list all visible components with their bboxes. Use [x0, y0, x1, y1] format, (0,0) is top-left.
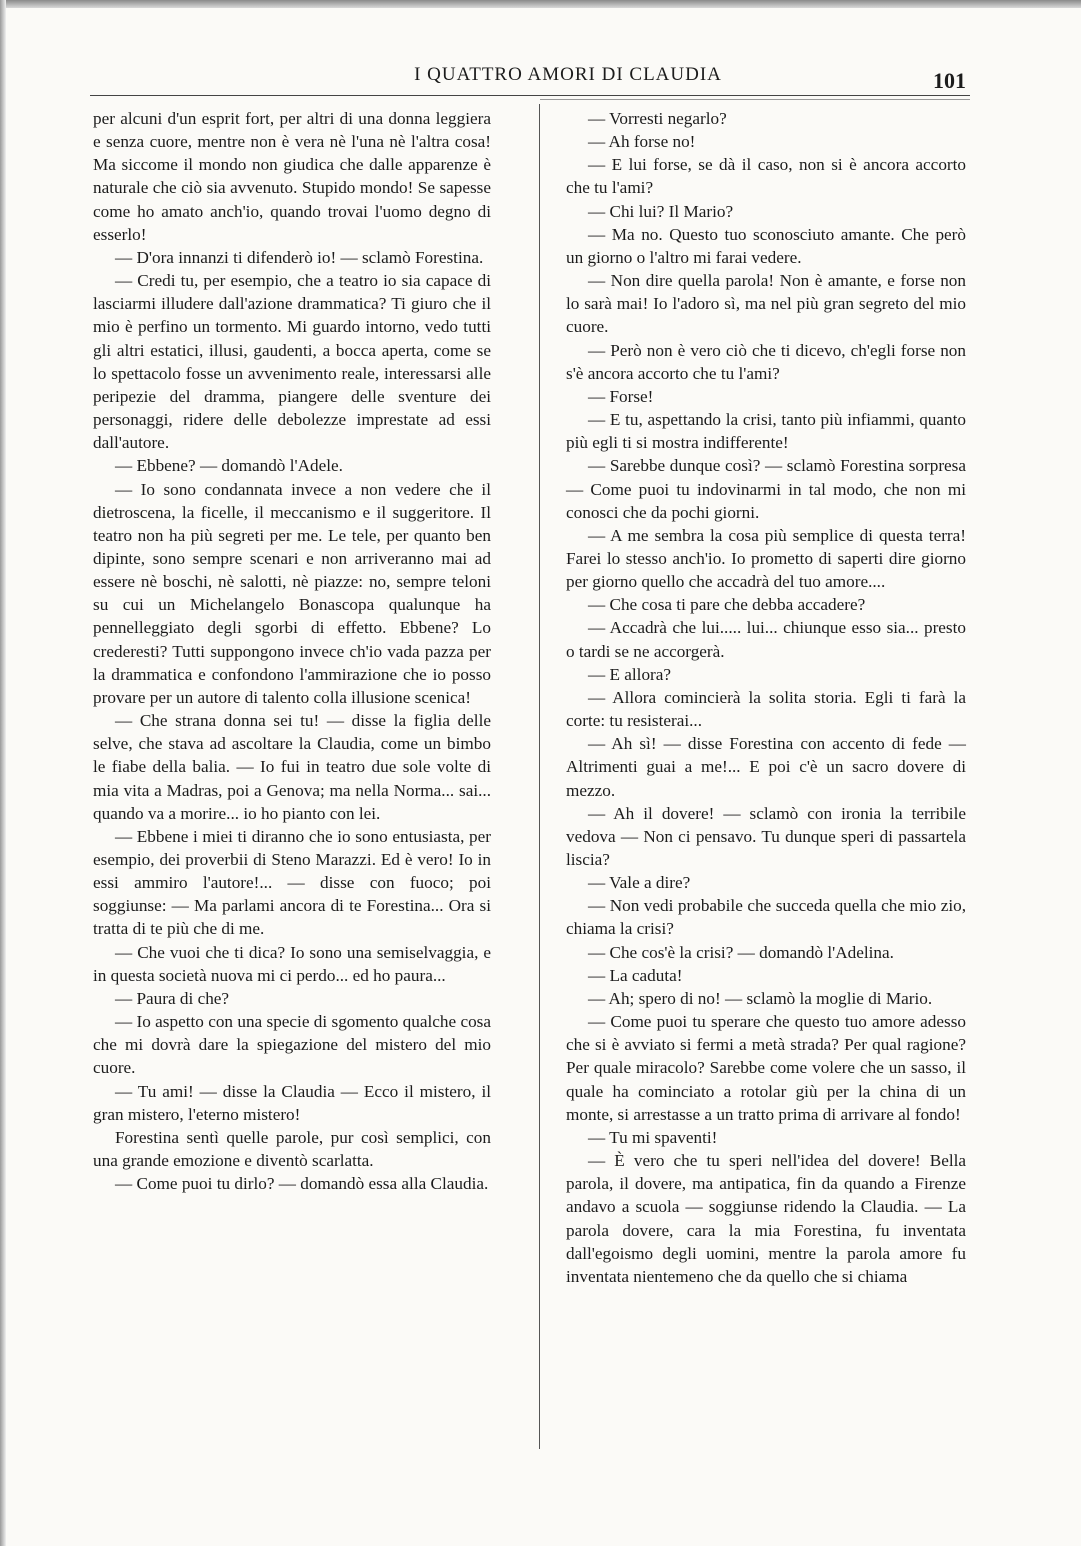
- paragraph: — E lui forse, se dà il caso, non si è ancora accorto che tu l'ami?: [566, 155, 966, 198]
- page-header: [90, 64, 970, 94]
- paragraph: — Che cosa ti pare che debba accadere?: [588, 595, 866, 615]
- paragraph: — Tu mi spaventi!: [588, 1127, 718, 1147]
- paragraph: — D'ora innanzi ti difenderò io! — sclamò Forestina.: [115, 247, 484, 267]
- right-column: [566, 107, 966, 1288]
- paragraph: — Vorresti negarlo?: [588, 109, 727, 128]
- paragraph: — Paura di che?: [115, 988, 230, 1008]
- paragraph: — Ebbene i miei ti diranno che io sono entusiasta, per esempio, dei proverbii di Steno Marazzi. Ed è vero! Io in essi ammiro l'autore!... — disse con fuoco; poi soggiunse: — Ma parlami ancora di te Forestina... Ora si tratta di te più che di me.: [93, 826, 491, 939]
- paragraph: — Ma no. Questo tuo sconosciuto amante. Che però un giorno o l'altro mi farai vedere.: [566, 224, 966, 267]
- paragraph: — Non vedi probabile che succeda quella che mio zio, chiama la crisi?: [566, 896, 966, 939]
- paragraph: — Accadrà che lui..... lui... chiunque esso sia... presto o tardi se ne accorgerà.: [566, 618, 966, 661]
- paragraph: Forestina sentì quelle parole, pur così semplici, con una grande emozione e diventò scarlatta.: [93, 1127, 491, 1171]
- paragraph: — Sarebbe dunque così? — sclamò Forestina sorpresa — Come puoi tu indovinarmi in tal modo, che non mi conosci che da pochi giorni.: [566, 456, 966, 522]
- paragraph: — La caduta!: [588, 965, 683, 985]
- page-number: 101: [933, 68, 966, 93]
- paragraph: — Che strana donna sei tu! — disse la figlia delle selve, che stava ad ascoltare la Claudia, come un bimbo le fiabe della balia. — Io fui in teatro due sole volte di mia vita a Madras, poi a Genova; ma nella Norma... sai... quando va a morire... io ho pianto con lei.: [93, 711, 491, 823]
- paragraph: — È vero che tu speri nell'idea del dovere! Bella parola, il dovere, ma antipatica, fin da quando a Firenze andavo a scuola — soggiunse ridendo la Claudia. — La parola dovere, cara la mia Forestina, fu inventata dall'egoismo degli uomini, mentre la parola amore fu inventata nientemeno che da quello che si chiama: [566, 1151, 966, 1286]
- paragraph: — Ebbene? — domandò l'Adele.: [115, 456, 343, 476]
- paragraph: per alcuni d'un esprit fort, per altri di una donna leggiera e senza cuore, mentre non è vera nè l'una nè l'altra cosa! Ma siccome il mondo non giudica che dalle apparenze è naturale che ciò sia avvenuto. Stupido mondo! Se sapesse come ho amato anch'io, quando trovai l'uomo degno di esserlo!: [93, 109, 491, 244]
- paragraph: — Chi lui? Il Mario?: [588, 201, 734, 221]
- page-left-edge: [0, 0, 6, 1546]
- paragraph: — Vale a dire?: [588, 873, 691, 893]
- header-rule: [90, 95, 970, 96]
- paragraph: — Ah; spero di no! — sclamò la moglie di Mario.: [588, 988, 933, 1008]
- paragraph: — A me sembra la cosa più semplice di questa terra! Farei lo stesso anch'io. Io prometto di saperti dire giorno per giorno quello che accadrà del tuo amore....: [566, 525, 966, 592]
- column-divider: [539, 104, 540, 1449]
- paragraph: — Ah forse no!: [588, 132, 696, 152]
- paragraph: — E tu, aspettando la crisi, tanto più infiammi, quanto più egli ti si mostra indifferente!: [566, 410, 966, 453]
- paragraph: — Che cos'è la crisi? — domandò l'Adelina.: [588, 942, 894, 962]
- paragraph: — Come puoi tu sperare che questo tuo amore adesso che si è avviato si fermi a metà strada? Per qual ragione? Per quale miracolo? Sarebbe come volere che un sasso, il quale ha cominciato a rotolar giù per la china di un monte, si arrestasse a un tratto prima di arrivare al fondo!: [566, 1012, 966, 1124]
- paragraph: — Ah sì! — disse Forestina con accento di fede — Altrimenti guai a me!... E poi c'è un sacro dovere di mezzo.: [566, 734, 966, 800]
- paragraph: — Io sono condannata invece a non vedere che il dietroscena, la ficelle, il meccanismo e il suggeritore. Il teatro non ha più segreti per me. Le tele, per quanto ben dipinte, sono sempre scenari e non arriveranno mai ad essere nè boschi, nè salotti, nè piazze: no, sempre teloni su cui un Michelangelo Bonascopa qualunque ha pennelleggiato degli sgorbi di effetto. Ebbene? Lo crederesti? Tutti suppongono invece ch'io vada pazza per la drammatica e confondono l'ammirazione che io posso provare per un autore di talento colla illusione scenica!: [93, 479, 491, 707]
- running-title: I QUATTRO AMORI DI CLAUDIA: [414, 64, 722, 85]
- paragraph: — Ah il dovere! — sclamò con ironia la terribile vedova — Non ci pensavo. Tu dunque speri di passartela liscia?: [566, 803, 966, 869]
- paragraph: — Che vuoi che ti dica? Io sono una semiselvaggia, e in questa società nuova mi ci perdo... ed ho paura...: [93, 942, 491, 985]
- paragraph: — Come puoi tu dirlo? — domandò essa alla Claudia.: [115, 1174, 489, 1194]
- paragraph: — Però non è vero ciò che ti dicevo, ch'egli forse non s'è ancora accorto che tu l'ami?: [566, 340, 966, 383]
- paragraph: — Non dire quella parola! Non è amante, e forse non lo sarà mai! Io l'adoro sì, ma nel più gran segreto del mio cuore.: [566, 271, 966, 337]
- header-rule-secondary: [540, 99, 970, 100]
- paragraph: — Tu ami! — disse la Claudia — Ecco il mistero, il gran mistero, l'eterno mistero!: [93, 1081, 491, 1124]
- paragraph: — E allora?: [588, 664, 672, 684]
- paragraph: — Forse!: [588, 386, 654, 406]
- page-top-edge: [0, 0, 1081, 8]
- left-column: [93, 107, 491, 1195]
- paragraph: — Allora comincierà la solita storia. Egli ti farà la corte: tu resisterai...: [566, 687, 966, 731]
- paragraph: — Credi tu, per esempio, che a teatro io sia capace di lasciarmi illudere dall'azione drammatica? Ti giuro che il mio è perfino un tormento. Mi guardo intorno, vedo tutti gli altri estatici, illusi, gaudenti, a bocca aperta, come se lo spettacolo fosse un avvenimento reale, interessarsi alle peripezie del dramma, piangere delle sventure dei personaggi, ridere delle debolezze imprestate ad essi dall'autore.: [93, 271, 491, 453]
- paragraph: — Io aspetto con una specie di sgomento qualche cosa che mi dovrà dare la spiegazione del mistero del mio cuore.: [93, 1012, 491, 1078]
